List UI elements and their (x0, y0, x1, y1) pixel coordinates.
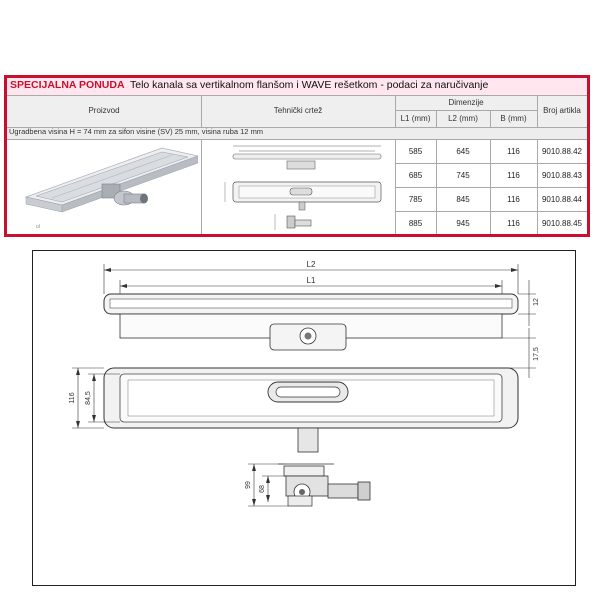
offer-label: SPECIJALNA PONUDA (10, 79, 125, 91)
cell-b: 116 (507, 147, 520, 156)
cell-l2: 745 (456, 171, 470, 180)
cell-b: 116 (507, 219, 520, 228)
cell-article: 9010.88.42 (541, 147, 583, 156)
table-rule (395, 187, 587, 188)
dim-116-label: 116 (69, 392, 76, 404)
cell-l2: 645 (456, 147, 470, 156)
dim-84-5-label: 84,5 (85, 391, 92, 405)
cell-b: 116 (507, 195, 520, 204)
table-rule (7, 139, 587, 140)
cell-l1: 685 (408, 171, 423, 180)
cell-article: 9010.88.45 (541, 219, 583, 228)
cell-b: 116 (507, 171, 520, 180)
cell-l2: 845 (456, 195, 470, 204)
cell-l1: 885 (408, 219, 423, 228)
dim-12-label: 12 (533, 298, 540, 306)
cell-l1: 785 (408, 195, 423, 204)
table-rule (395, 163, 587, 164)
cell-article: 9010.88.43 (541, 171, 583, 180)
dim-17-5-label: 17,5 (533, 347, 540, 361)
table-rule (395, 211, 587, 212)
offer-title: Telo kanala sa vertikalnom flanšom i WAVE rešetkom - podaci za naručivanje (130, 79, 489, 91)
table-rule (395, 110, 537, 111)
cell-l2: 945 (456, 219, 470, 228)
header-l1: L1 (mm) (400, 114, 431, 123)
header-l2: L2 (mm) (448, 114, 478, 123)
technical-drawing (32, 250, 576, 586)
technical-drawing-thumbnail (205, 142, 393, 234)
product-image (12, 142, 198, 232)
dim-68-label: 68 (259, 485, 266, 493)
cell-article: 9010.88.44 (541, 195, 583, 204)
dim-99-label: 99 (245, 481, 252, 489)
header-article: Broj artikla (543, 106, 581, 115)
table-rule (7, 95, 587, 96)
header-b: B (mm) (500, 114, 527, 123)
svg-text:ol: ol (36, 224, 40, 230)
cell-l1: 585 (408, 147, 423, 156)
table-subheader: Ugradbena visina H = 74 mm za sifon visine (SV) 25 mm, visina ruba 12 mm (9, 127, 264, 136)
dim-l1-label: L1 (306, 276, 316, 285)
dim-l2-label: L2 (306, 260, 316, 269)
header-dimensions: Dimenzije (448, 98, 484, 107)
header-product: Proizvod (88, 106, 120, 115)
table-rule (201, 139, 202, 234)
header-drawing: Tehnički crtež (273, 106, 323, 115)
